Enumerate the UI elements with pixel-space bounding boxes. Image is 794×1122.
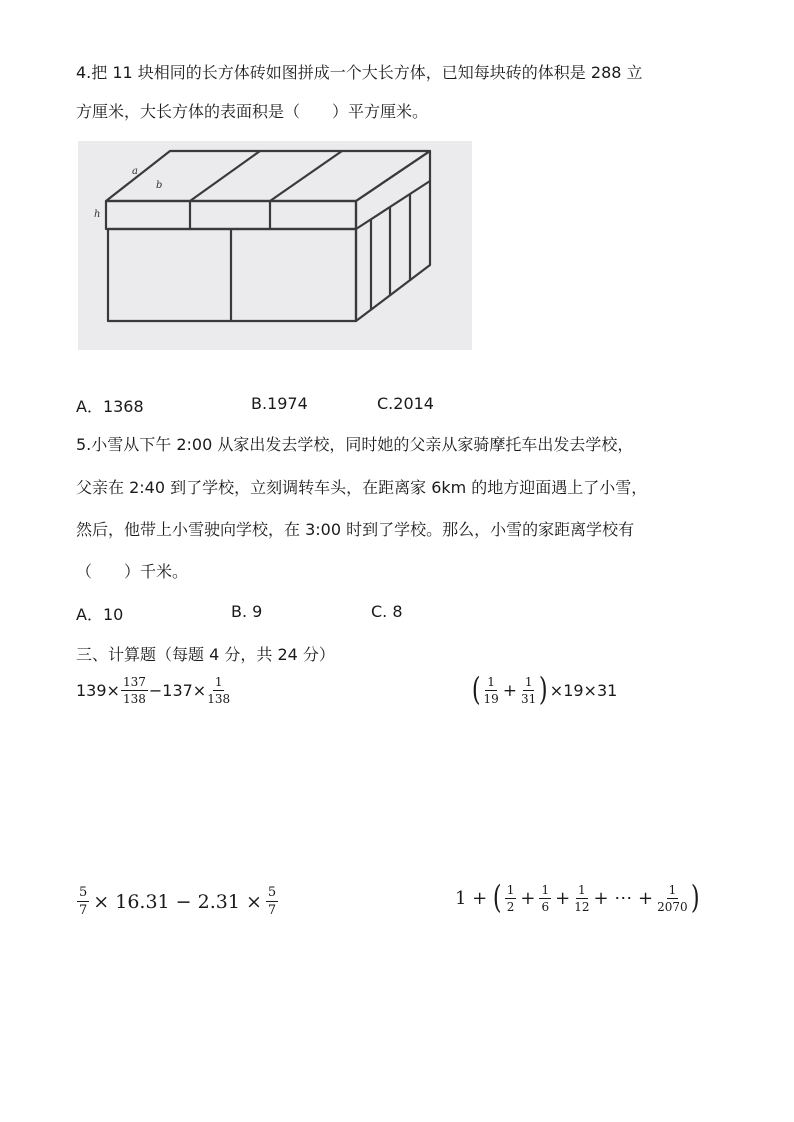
expr2-tail: ×19×31 (549, 681, 618, 700)
label-h: h (94, 209, 101, 220)
expr1 (76, 676, 231, 705)
expr4-lead: 1 + (455, 888, 488, 909)
expr3 (76, 886, 279, 917)
expr3-frac1: $\frac{5}{7}$ (79, 885, 88, 918)
expr4-frac4: $\frac{1}{2070}$ (657, 883, 688, 914)
label-a: a (132, 166, 138, 177)
expr4-frac3: $\frac{1}{12}$ (574, 883, 590, 914)
top-face (106, 151, 430, 201)
expr4-dots: + ⋯ + (593, 888, 654, 909)
expr2-frac2: $\frac{1}{31}$ (521, 675, 537, 706)
label-b: b (156, 180, 163, 191)
expr1-frac2: $\frac{1}{138}$ (207, 675, 231, 706)
expr1-a: 139× (76, 681, 120, 700)
expr2: ( $\frac{1}{19}$ + $\frac{1}{31}$ ) ×19×31 (471, 669, 618, 708)
q5-option-b: B. 9 (231, 602, 263, 621)
q4-option-c: C.2014 (377, 394, 434, 413)
expr4: 1 + ( $\frac{1}{2}$ + $\frac{1}{6}$ + $\frac{1}{12}$ + ⋯ + $\frac{1}{2070}$ ) (455, 877, 700, 916)
expr2-plus: + (502, 680, 518, 701)
expr2-frac1: $\frac{1}{19}$ (483, 675, 499, 706)
expr3-frac2: $\frac{5}{7}$ (267, 885, 277, 918)
section3-heading: 三、计算题（每题 4 分，共 24 分） (76, 645, 335, 664)
q5-text-line3: 然后，他带上小雪驶向学校，在 3:00 时到了学校。那么，小雪的家距离学校有 (76, 520, 635, 539)
q4-option-a: A．1368 (76, 397, 144, 416)
expr3-mid: × 16.31 − 2.31 × (93, 890, 262, 913)
expr4-frac1: $\frac{1}{2}$ (506, 883, 515, 914)
expr4-frac2: $\frac{1}{6}$ (541, 883, 550, 914)
q4-option-b: B.1974 (251, 394, 308, 413)
brick-figure (78, 141, 472, 350)
front-top-row (106, 201, 356, 229)
q5-option-c: C. 8 (371, 602, 403, 621)
q5-option-a: A．10 (76, 605, 124, 624)
expr1-mid: −137× (148, 681, 207, 700)
q5-text-line4: （ ）千米。 (76, 562, 189, 581)
q5-text-line1: 5.小雪从下午 2:00 从家出发去学校，同时她的父亲从家骑摩托车出发去学校， (76, 435, 634, 454)
right-face (356, 151, 430, 321)
q5-text-line2: 父亲在 2:40 到了学校，立刻调转车头，在距离家 6km 的地方迎面遇上了小雪， (76, 478, 648, 497)
q4-text-line2: 方厘米，大长方体的表面积是（ ）平方厘米。 (76, 102, 429, 121)
expr1-frac1: $\frac{137}{138}$ (122, 675, 146, 706)
brick-diagram (78, 141, 472, 350)
q4-text-line1: 4.把 11 块相同的长方体砖如图拼成一个大长方体，已知每块砖的体积是 288 立 (76, 63, 643, 82)
